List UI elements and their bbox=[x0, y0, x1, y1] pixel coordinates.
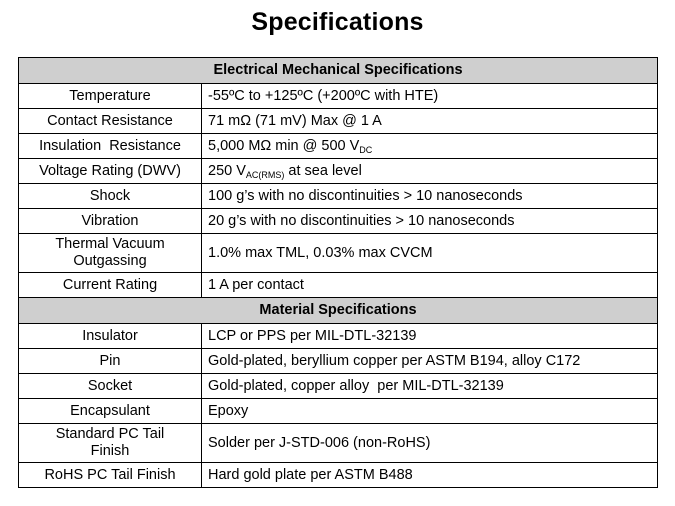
spec-label-line2: Finish bbox=[90, 443, 130, 459]
spec-value bbox=[202, 159, 658, 184]
section-header-material bbox=[19, 298, 658, 324]
section-header-electrical bbox=[19, 58, 658, 84]
section-heading: Material Specifications bbox=[19, 298, 658, 324]
spec-label bbox=[19, 424, 202, 463]
spec-value-post: at sea level bbox=[284, 162, 362, 179]
spec-value: Gold-plated, beryllium copper per ASTM B194, alloy C172 bbox=[202, 349, 658, 374]
table-row bbox=[19, 324, 658, 349]
spec-value: Solder per J-STD-006 (non-RoHS) bbox=[202, 424, 658, 463]
section-heading: Electrical Mechanical Specifications bbox=[19, 58, 658, 84]
table-row bbox=[19, 159, 658, 184]
page-title: Specifications bbox=[251, 8, 424, 36]
table-row bbox=[19, 424, 658, 463]
spec-label: Contact Resistance bbox=[19, 109, 202, 134]
spec-value-pre: 250 V bbox=[208, 162, 246, 179]
table-row bbox=[19, 234, 658, 273]
spec-value: LCP or PPS per MIL-DTL-32139 bbox=[202, 324, 658, 349]
spec-label: RoHS PC Tail Finish bbox=[19, 463, 202, 488]
spec-label: Encapsulant bbox=[19, 399, 202, 424]
spec-label: Insulator bbox=[19, 324, 202, 349]
spec-label: Socket bbox=[19, 374, 202, 399]
table-row bbox=[19, 184, 658, 209]
table-row bbox=[19, 463, 658, 488]
spec-value: 71 mΩ (71 mV) Max @ 1 A bbox=[202, 109, 658, 134]
spec-value: Gold-plated, copper alloy per MIL-DTL-32139 bbox=[202, 374, 658, 399]
spec-label-line1: Thermal Vacuum bbox=[55, 236, 165, 252]
spec-value-subscript: AC(RMS) bbox=[245, 169, 285, 180]
spec-value: 20 g’s with no discontinuities > 10 nanoseconds bbox=[202, 209, 658, 234]
table-row bbox=[19, 84, 658, 109]
spec-value: 100 g’s with no discontinuities > 10 nanoseconds bbox=[202, 184, 658, 209]
spec-label: Temperature bbox=[19, 84, 202, 109]
table-row bbox=[19, 399, 658, 424]
spec-label bbox=[19, 234, 202, 273]
spec-value: Epoxy bbox=[202, 399, 658, 424]
table-row bbox=[19, 109, 658, 134]
spec-label: Voltage Rating (DWV) bbox=[19, 159, 202, 184]
spec-value-main: 5,000 MΩ min @ 500 V bbox=[208, 137, 360, 154]
spec-label: Insulation Resistance bbox=[19, 134, 202, 159]
table-row bbox=[19, 273, 658, 298]
spec-value bbox=[202, 134, 658, 159]
spec-label-line1: Standard PC Tail bbox=[55, 426, 165, 442]
spec-value: 1 A per contact bbox=[202, 273, 658, 298]
table-row bbox=[19, 349, 658, 374]
spec-value-subscript: DC bbox=[359, 144, 373, 155]
spec-label-line2: Outgassing bbox=[73, 253, 147, 269]
table-row bbox=[19, 134, 658, 159]
spec-label: Pin bbox=[19, 349, 202, 374]
table-row bbox=[19, 374, 658, 399]
spec-value: Hard gold plate per ASTM B488 bbox=[202, 463, 658, 488]
specifications-table bbox=[18, 57, 658, 488]
table-row bbox=[19, 209, 658, 234]
spec-label: Vibration bbox=[19, 209, 202, 234]
spec-value: -55ºC to +125ºC (+200ºC with HTE) bbox=[202, 84, 658, 109]
spec-label: Shock bbox=[19, 184, 202, 209]
spec-value: 1.0% max TML, 0.03% max CVCM bbox=[202, 234, 658, 273]
spec-label: Current Rating bbox=[19, 273, 202, 298]
